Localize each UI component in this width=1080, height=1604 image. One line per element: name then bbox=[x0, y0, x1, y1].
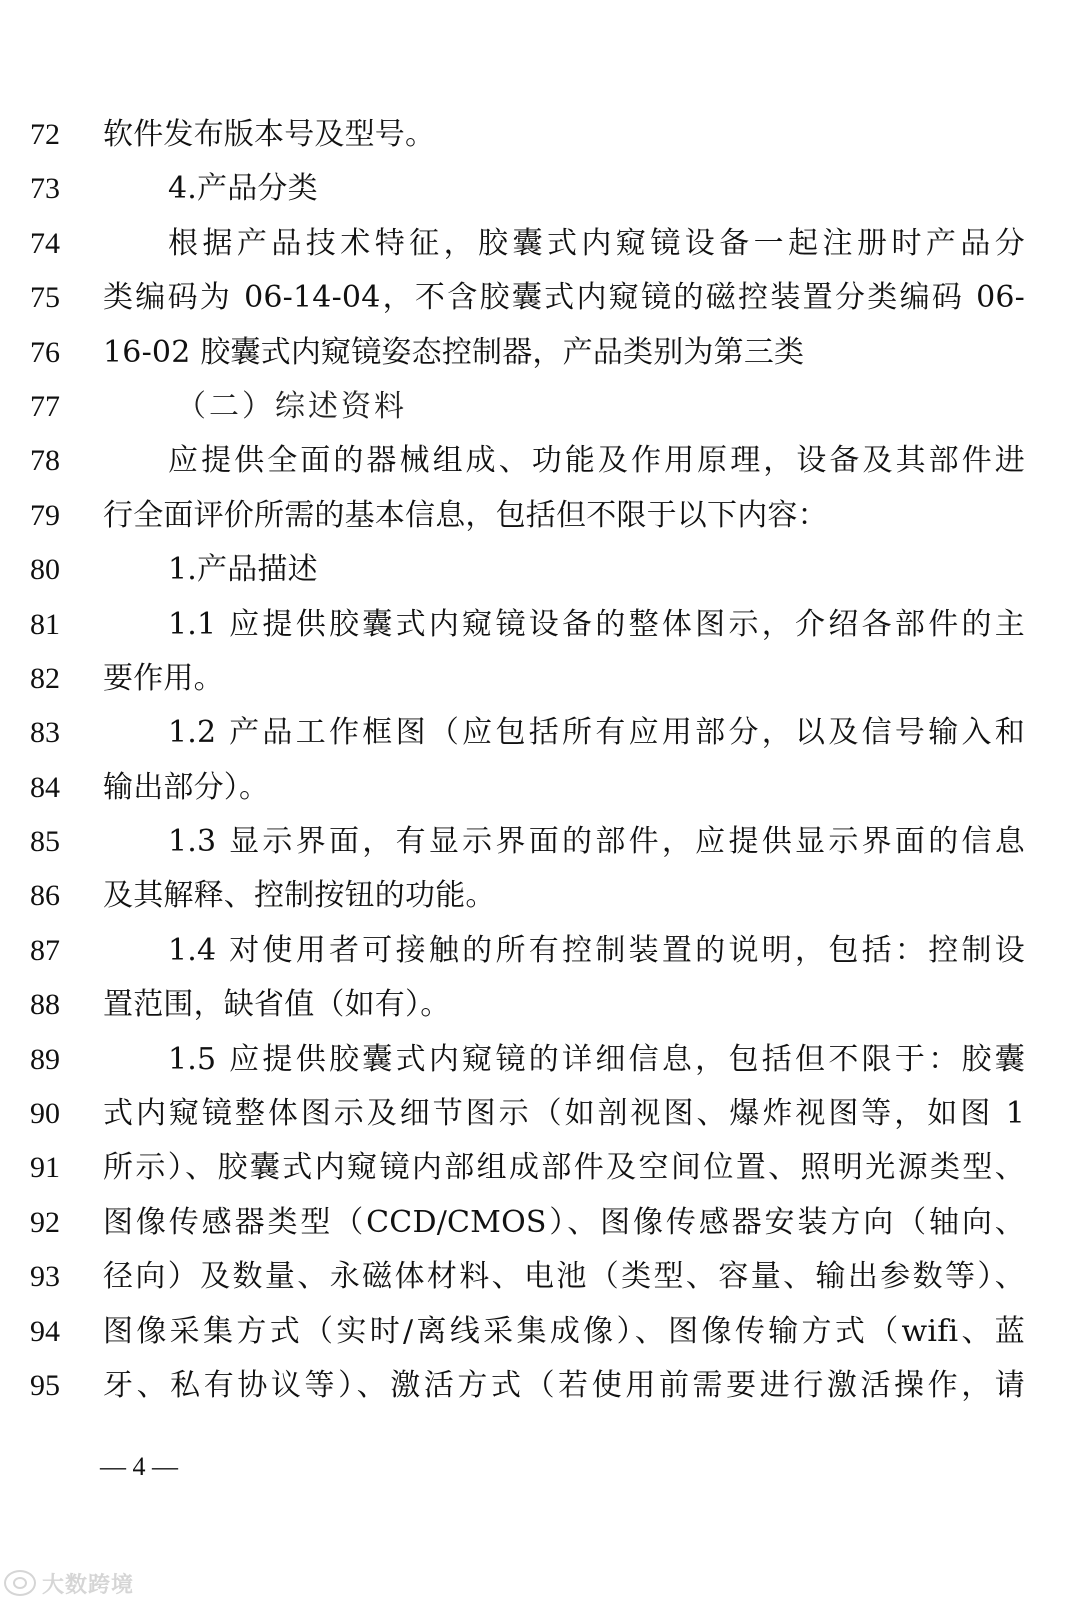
line-number: 91 bbox=[30, 1151, 60, 1185]
line-83 bbox=[0, 706, 1080, 760]
line-number: 75 bbox=[30, 281, 60, 315]
line-number: 76 bbox=[30, 335, 60, 369]
line-text: 1.1 应提供胶囊式内窥镜设备的整体图示，介绍各部件的主 bbox=[168, 606, 1025, 642]
line-86 bbox=[0, 869, 1080, 923]
line-number: 95 bbox=[30, 1368, 60, 1402]
line-number: 87 bbox=[30, 933, 60, 967]
line-text: 根据产品技术特征，胶囊式内窥镜设备一起注册时产品分 bbox=[168, 225, 1025, 261]
line-number: 81 bbox=[30, 607, 60, 641]
line-text: 1.2 产品工作框图（应包括所有应用部分，以及信号输入和 bbox=[168, 715, 1025, 751]
watermark-logo-icon bbox=[4, 1570, 36, 1596]
line-number: 84 bbox=[30, 770, 60, 804]
line-text: 要作用。 bbox=[103, 660, 224, 696]
line-text: 所示）、胶囊式内窥镜内部组成部件及空间位置、照明光源类型、 bbox=[103, 1150, 1025, 1186]
line-75 bbox=[0, 271, 1080, 325]
line-number: 74 bbox=[30, 226, 60, 260]
line-number: 83 bbox=[30, 716, 60, 750]
line-text: 1.4 对使用者可接触的所有控制装置的说明，包括：控制设 bbox=[168, 932, 1025, 968]
line-number: 73 bbox=[30, 172, 60, 206]
line-text: 行全面评价所需的基本信息，包括但不限于以下内容： bbox=[103, 497, 828, 533]
line-number: 85 bbox=[30, 825, 60, 859]
line-text: 式内窥镜整体图示及细节图示（如剖视图、爆炸视图等，如图 1 bbox=[103, 1096, 1025, 1132]
line-text: 及其解释、控制按钮的功能。 bbox=[103, 878, 496, 914]
line-list bbox=[0, 108, 1080, 1413]
line-number: 89 bbox=[30, 1042, 60, 1076]
line-89 bbox=[0, 1033, 1080, 1087]
line-74 bbox=[0, 217, 1080, 271]
line-number: 88 bbox=[30, 988, 60, 1022]
line-text: 输出部分）。 bbox=[103, 769, 270, 805]
line-text: 16-02 胶囊式内窥镜姿态控制器，产品类别为第三类 bbox=[103, 334, 805, 370]
line-number: 78 bbox=[30, 444, 60, 478]
line-text: 1.5 应提供胶囊式内窥镜的详细信息，包括但不限于：胶囊 bbox=[168, 1041, 1025, 1077]
line-95 bbox=[0, 1359, 1080, 1413]
line-79 bbox=[0, 489, 1080, 543]
line-text: 置范围，缺省值（如有）。 bbox=[103, 987, 451, 1023]
section-heading: 4.产品分类 bbox=[168, 171, 318, 207]
line-73 bbox=[0, 162, 1080, 216]
line-72 bbox=[0, 108, 1080, 162]
line-88 bbox=[0, 978, 1080, 1032]
line-text: 牙、私有协议等）、激活方式（若使用前需要进行激活操作，请 bbox=[103, 1367, 1025, 1403]
line-text: 图像传感器类型（CCD/CMOS）、图像传感器安装方向（轴向、 bbox=[103, 1204, 1025, 1240]
watermark bbox=[4, 1566, 134, 1600]
line-90 bbox=[0, 1087, 1080, 1141]
line-85 bbox=[0, 815, 1080, 869]
line-number: 72 bbox=[30, 118, 60, 151]
line-number: 77 bbox=[30, 389, 60, 423]
line-93 bbox=[0, 1250, 1080, 1304]
line-94 bbox=[0, 1305, 1080, 1359]
line-80 bbox=[0, 543, 1080, 597]
line-78 bbox=[0, 434, 1080, 488]
line-76 bbox=[0, 326, 1080, 380]
line-text: 图像采集方式（实时/离线采集成像）、图像传输方式（wifi、蓝 bbox=[103, 1313, 1025, 1349]
watermark-text: 大数跨境 bbox=[42, 1572, 135, 1598]
line-number: 80 bbox=[30, 553, 60, 587]
line-text: 类编码为 06-14-04，不含胶囊式内窥镜的磁控装置分类编码 06- bbox=[103, 280, 1025, 316]
line-number: 94 bbox=[30, 1314, 60, 1348]
chapter-heading: （二）综述资料 bbox=[176, 388, 407, 424]
line-81 bbox=[0, 598, 1080, 652]
line-text: 1.3 显示界面，有显示界面的部件，应提供显示界面的信息 bbox=[168, 824, 1025, 860]
line-92 bbox=[0, 1196, 1080, 1250]
line-number: 79 bbox=[30, 498, 60, 532]
line-number: 86 bbox=[30, 879, 60, 913]
line-number: 82 bbox=[30, 661, 60, 695]
line-text: 应提供全面的器械组成、功能及作用原理，设备及其部件进 bbox=[168, 443, 1025, 479]
line-text: 软件发布版本号及型号。 bbox=[103, 117, 436, 152]
line-77 bbox=[0, 380, 1080, 434]
line-91 bbox=[0, 1141, 1080, 1195]
page-number: — 4 — bbox=[100, 1452, 178, 1481]
line-84 bbox=[0, 761, 1080, 815]
line-number: 93 bbox=[30, 1260, 60, 1294]
line-87 bbox=[0, 924, 1080, 978]
line-text: 径向）及数量、永磁体材料、电池（类型、容量、输出参数等）、 bbox=[103, 1259, 1025, 1295]
line-number: 90 bbox=[30, 1097, 60, 1131]
section-heading: 1.产品描述 bbox=[168, 552, 318, 588]
line-number: 92 bbox=[30, 1205, 60, 1239]
line-82 bbox=[0, 652, 1080, 706]
